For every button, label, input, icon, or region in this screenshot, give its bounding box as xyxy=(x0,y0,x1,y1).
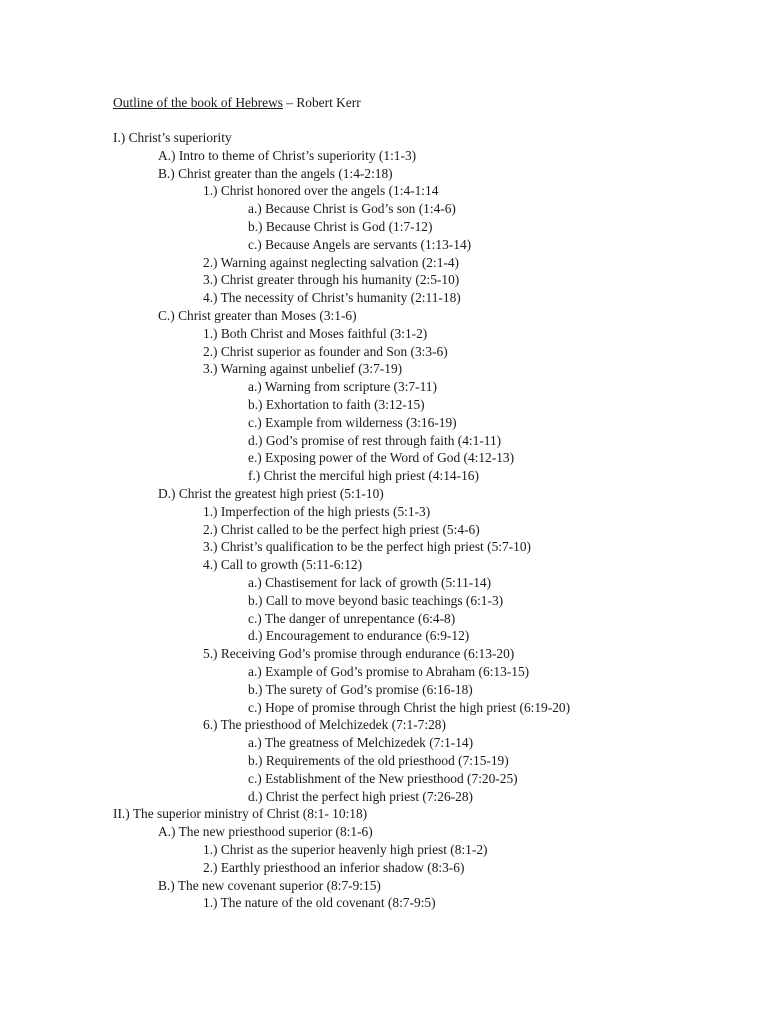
outline-item-level-3: c.) Because Angels are servants (1:13-14) xyxy=(248,236,472,252)
outline-item-level-3: b.) The surety of God’s promise (6:16-18) xyxy=(248,681,473,697)
outline-item-level-1: A.) Intro to theme of Christ’s superiority (1:1-3) xyxy=(158,147,417,163)
outline-item-level-1: B.) The new covenant superior (8:7-9:15) xyxy=(158,877,381,893)
outline-item-level-2: 1.) Both Christ and Moses faithful (3:1-2) xyxy=(203,325,428,341)
outline-item-level-2: 3.) Warning against unbelief (3:7-19) xyxy=(203,361,403,377)
outline-item-level-3: d.) Encouragement to endurance (6:9-12) xyxy=(248,628,470,644)
outline-item-level-2: 6.) The priesthood of Melchizedek (7:1-7:28) xyxy=(203,717,446,733)
outline-item-level-2: 2.) Earthly priesthood an inferior shadow (8:3-6) xyxy=(203,859,465,875)
outline-item-level-0: I.) Christ’s superiority xyxy=(113,130,232,145)
outline-item-level-3: e.) Exposing power of the Word of God (4:12-13) xyxy=(248,450,515,466)
outline-item-level-3: a.) Because Christ is God’s son (1:4-6) xyxy=(248,201,456,217)
outline-item-level-2: 4.) Call to growth (5:11-6:12) xyxy=(203,557,363,573)
outline-item-level-1: D.) Christ the greatest high priest (5:1-10) xyxy=(158,486,384,501)
outline-item-level-1: C.) Christ greater than Moses (3:1-6) xyxy=(158,308,357,323)
outline-item-level-2: 3.) Christ greater through his humanity (2:5-10) xyxy=(203,272,460,288)
outline-item-level-2: 2.) Christ superior as founder and Son (3:3-6) xyxy=(203,343,448,359)
outline-item-level-2: 1.) Imperfection of the high priests (5:1-3) xyxy=(203,503,431,519)
outline-item-level-2: 2.) Warning against neglecting salvation (2:1-4) xyxy=(203,254,460,270)
outline-item-level-2: 5.) Receiving God’s promise through endurance (6:13-20) xyxy=(203,646,515,662)
outline-item-level-2: 3.) Christ’s qualification to be the perfect high priest (5:7-10) xyxy=(203,539,531,555)
outline-item-level-3: c.) Establishment of the New priesthood (7:20-25) xyxy=(248,770,518,786)
outline-item-level-2: 2.) Christ called to be the perfect high priest (5:4-6) xyxy=(203,521,480,537)
outline-item-level-3: c.) The danger of unrepentance (6:4-8) xyxy=(248,610,456,626)
outline-item-level-0: II.) The superior ministry of Christ (8:1- 10:18) xyxy=(113,806,368,822)
outline-item-level-3: b.) Because Christ is God (1:7-12) xyxy=(248,219,433,234)
outline-item-level-1: B.) Christ greater than the angels (1:4-2:18) xyxy=(158,165,393,181)
outline-item-level-3: a.) Example of God’s promise to Abraham (6:13-15) xyxy=(248,664,530,679)
outline-item-level-2: 4.) The necessity of Christ’s humanity (2:11-18) xyxy=(203,290,461,306)
outline-item-level-3: d.) Christ the perfect high priest (7:26-28) xyxy=(248,788,473,804)
outline-item-level-3: b.) Requirements of the old priesthood (7:15-19) xyxy=(248,753,509,768)
outline-item-level-3: a.) Chastisement for lack of growth (5:11-14) xyxy=(248,575,492,590)
outline-item-level-3: b.) Exhortation to faith (3:12-15) xyxy=(248,397,425,412)
outline-item-level-3: a.) The greatness of Melchizedek (7:1-14) xyxy=(248,735,474,751)
outline-item-level-2: 1.) Christ honored over the angels (1:4-1:14 xyxy=(203,183,439,199)
document-title xyxy=(113,94,361,112)
outline-item-level-3: f.) Christ the merciful high priest (4:14-16) xyxy=(248,468,479,484)
title-underlined: Outline of the book of Hebrews xyxy=(113,95,283,110)
outline-item-level-2: 1.) The nature of the old covenant (8:7-9:5) xyxy=(203,895,436,911)
outline-item-level-1: A.) The new priesthood superior (8:1-6) xyxy=(158,824,373,840)
outline-item-level-3: a.) Warning from scripture (3:7-11) xyxy=(248,379,437,395)
outline-item-level-2: 1.) Christ as the superior heavenly high priest (8:1-2) xyxy=(203,842,488,857)
outline-item-level-3: c.) Hope of promise through Christ the high priest (6:19-20) xyxy=(248,699,571,715)
title-author: – Robert Kerr xyxy=(282,95,361,110)
outline-item-level-3: c.) Example from wilderness (3:16-19) xyxy=(248,414,457,430)
outline-item-level-3: b.) Call to move beyond basic teachings (6:1-3) xyxy=(248,592,504,608)
outline-item-level-3: d.) God’s promise of rest through faith (4:1-11) xyxy=(248,432,502,448)
